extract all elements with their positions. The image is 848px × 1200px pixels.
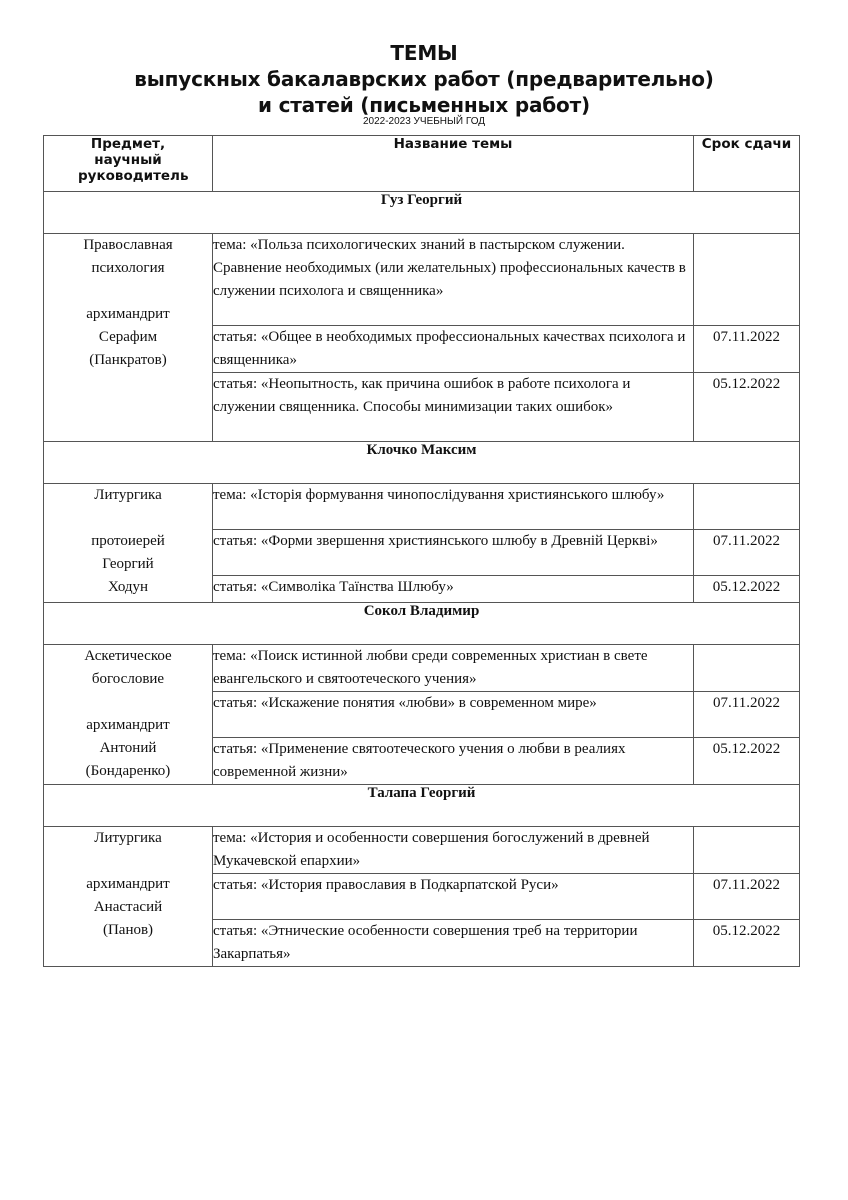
topic-cell: статья: «Символіка Таїнства Шлюбу» <box>213 576 694 603</box>
topic-cell: статья: «Искажение понятия «любви» в современном мире» <box>213 692 694 738</box>
deadline-cell <box>694 827 800 874</box>
deadline-cell <box>694 645 800 692</box>
deadline-cell: 05.12.2022 <box>694 738 800 785</box>
table-header-row <box>44 136 800 192</box>
student-row <box>44 603 800 645</box>
deadline-cell <box>694 234 800 326</box>
table-row <box>44 234 800 326</box>
topic-cell: тема: «Історія формування чинопослідування християнського шлюбу» <box>213 484 694 530</box>
topic-cell: статья: «История православия в Подкарпатской Руси» <box>213 874 694 920</box>
topic-cell: тема: «Польза психологических знаний в пастырском служении. Сравнение необходимых (или желательных) профессиональных качеств в служении психолога и священника» <box>213 234 694 326</box>
header-topic: Название темы <box>213 136 694 192</box>
subject-name: Православная психология <box>83 237 173 276</box>
supervisor-name: архимандрит Серафим (Панкратов) <box>86 306 170 368</box>
deadline-cell: 05.12.2022 <box>694 576 800 603</box>
header-subject: Предмет, научный руководитель <box>44 136 213 192</box>
title-line-3: и статей (письменных работ) <box>258 93 590 117</box>
header-deadline: Срок сдачи <box>694 136 800 192</box>
deadline-cell: 07.11.2022 <box>694 326 800 373</box>
deadline-cell: 07.11.2022 <box>694 874 800 920</box>
student-name: Сокол Владимир <box>44 603 800 645</box>
title-line-2: выпускных бакалаврских работ (предварительно) <box>134 67 714 91</box>
supervisor-name: протоиерей Георгий Ходун <box>91 533 165 595</box>
table-row <box>44 484 800 530</box>
subject-supervisor-cell <box>44 234 213 442</box>
deadline-cell: 07.11.2022 <box>694 530 800 576</box>
supervisor-name: архимандрит Антоний (Бондаренко) <box>85 717 171 779</box>
topics-table <box>43 135 800 967</box>
academic-year: 2022-2023 УЧЕБНЫЙ ГОД <box>362 116 486 127</box>
table-row <box>44 827 800 874</box>
subject-supervisor-cell <box>44 827 213 967</box>
student-row <box>44 785 800 827</box>
subject-supervisor-cell <box>44 484 213 603</box>
student-name: Клочко Максим <box>44 442 800 484</box>
student-row <box>44 442 800 484</box>
subject-name: Литургика <box>94 830 162 846</box>
topic-cell: статья: «Применение святоотеческого учения о любви в реалиях современной жизни» <box>213 738 694 785</box>
deadline-cell: 05.12.2022 <box>694 920 800 967</box>
deadline-cell <box>694 484 800 530</box>
topic-cell: тема: «Поиск истинной любви среди современных христиан в свете евангельского и святоотеческого учения» <box>213 645 694 692</box>
deadline-cell: 05.12.2022 <box>694 373 800 442</box>
subject-name: Аскетическое богословие <box>84 648 172 687</box>
supervisor-name: архимандрит Анастасий (Панов) <box>86 876 170 938</box>
document-title <box>0 40 848 128</box>
student-row <box>44 192 800 234</box>
deadline-cell: 07.11.2022 <box>694 692 800 738</box>
student-name: Талапа Георгий <box>44 785 800 827</box>
subject-name: Литургика <box>94 487 162 503</box>
topic-cell: статья: «Форми звершення християнського шлюбу в Древній Церкві» <box>213 530 694 576</box>
table-row <box>44 645 800 692</box>
topic-cell: статья: «Неопытность, как причина ошибок в работе психолога и служении священника. Способы минимизации таких ошибок» <box>213 373 694 442</box>
topic-cell: статья: «Этнические особенности совершения треб на территории Закарпатья» <box>213 920 694 967</box>
topic-cell: статья: «Общее в необходимых профессиональных качествах психолога и священника» <box>213 326 694 373</box>
student-name: Гуз Георгий <box>44 192 800 234</box>
title-line-1: ТЕМЫ <box>390 41 458 65</box>
subject-supervisor-cell <box>44 645 213 785</box>
topic-cell: тема: «История и особенности совершения богослужений в древней Мукачевской епархии» <box>213 827 694 874</box>
